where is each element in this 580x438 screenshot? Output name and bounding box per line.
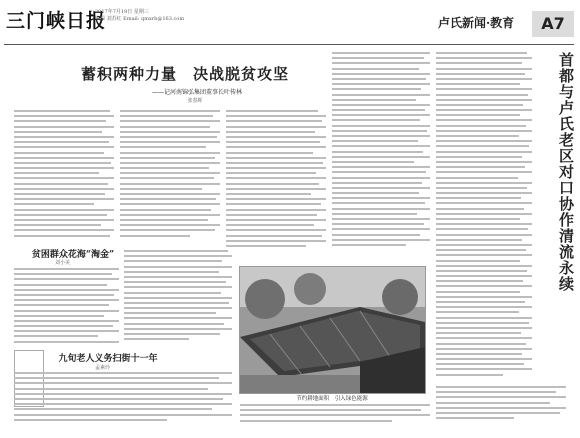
lead-text-col-4 <box>332 52 430 262</box>
side-text-bottom <box>436 386 566 432</box>
article2-text-col-2 <box>124 250 232 348</box>
article2-title: 贫困群众花海“淘金” <box>31 250 115 260</box>
caption-text <box>240 404 430 432</box>
section-name: 卢氏新闻·教育 <box>438 16 515 30</box>
date-text: 2017年7月19日 星期三 <box>95 9 149 15</box>
header-divider <box>4 44 574 45</box>
masthead <box>0 0 580 40</box>
date-line <box>95 9 184 23</box>
article3-text <box>14 372 232 430</box>
article3-title: 九旬老人义务扫街十一年 <box>58 354 158 364</box>
lead-article-subtitle: ——记河南锦弘集团董事长叶传林 <box>151 89 242 96</box>
lead-article-title: 蓄积两种力量 决战脱贫攻坚 <box>80 65 289 83</box>
editor-text: 编辑 刘苏红 Email: qmxrb@163.com <box>95 16 185 22</box>
solar-panel-photo <box>239 266 426 394</box>
article2-byline: 刘小美 <box>55 260 71 266</box>
article3-byline: 孟素玲 <box>95 365 111 371</box>
newspaper-brand: 三门峡日报 <box>6 10 107 32</box>
solar-panel-illustration <box>240 267 425 393</box>
lead-text-col-3 <box>226 110 326 260</box>
lead-text-col-1 <box>14 110 114 245</box>
lead-text-col-2 <box>120 110 220 245</box>
photo-caption: 节约耕地面积 引入绿色能源 <box>296 396 368 402</box>
side-text-col <box>436 52 532 382</box>
lead-article-byline: 张春晖 <box>187 98 203 104</box>
article2-text-col-1 <box>14 268 119 348</box>
side-article-title: 首都与卢氏老区对口协作清流永续 <box>557 52 575 292</box>
page-number: A7 <box>532 11 574 37</box>
